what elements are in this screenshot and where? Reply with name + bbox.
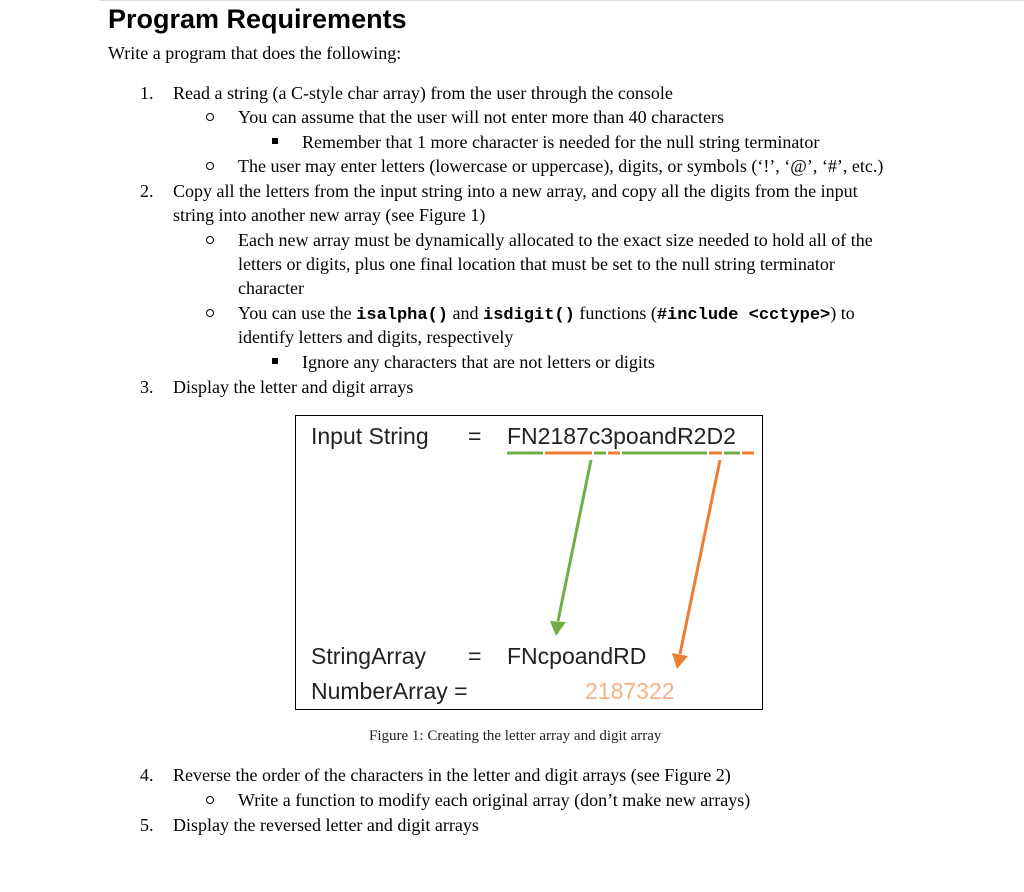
intro-text: Write a program that does the following:	[108, 43, 402, 63]
letters-arrowhead	[550, 621, 566, 636]
code-isalpha: isalpha()	[356, 306, 448, 325]
input-string-label: Input String	[311, 423, 429, 449]
item-number-3: 3.	[140, 377, 154, 397]
item-1b-text: The user may enter letters (lowercase or uppercase), digits, or symbols (‘!’, ‘@’, ‘#’, etc.)	[238, 156, 884, 176]
input-string-equals: =	[468, 423, 482, 449]
digits-arrowhead	[672, 653, 688, 669]
item-number-1: 1.	[140, 83, 154, 103]
hollow-bullet-icon	[206, 236, 214, 244]
item-2b-text-line2: identify letters and digits, respectively	[238, 327, 514, 347]
item-1a-text: You can assume that the user will not enter more than 40 characters	[238, 107, 725, 127]
hollow-bullet-icon	[206, 309, 214, 317]
item-3-text: Display the letter and digit arrays	[173, 377, 414, 397]
item-2-text-line2: string into another new array (see Figure 1)	[173, 205, 486, 225]
string-array-label: StringArray	[311, 643, 427, 669]
item-2a-text-line3: character	[238, 278, 304, 298]
item-2b-i-text: Ignore any characters that are not letters or digits	[302, 352, 655, 372]
item-number-4: 4.	[140, 765, 154, 785]
figure-1	[295, 415, 763, 710]
item-5-text: Display the reversed letter and digit arrays	[173, 815, 479, 835]
square-bullet-icon	[272, 138, 278, 144]
figure-1-caption: Figure 1: Creating the letter array and digit array	[369, 728, 662, 744]
item-2a-text-line2: letters or digits, plus one final location that must be set to the null string terminator	[238, 254, 835, 274]
input-string-value: FN2187c3poandR2D2	[507, 423, 736, 449]
item-2a-text-line1: Each new array must be dynamically allocated to the exact size needed to hold all of the	[238, 230, 873, 250]
string-array-equals: =	[468, 643, 482, 669]
letters-arrow	[558, 460, 591, 621]
digits-arrow	[680, 460, 720, 654]
string-array-value: FNcpoandRD	[507, 643, 647, 669]
item-1-text: Read a string (a C-style char array) from the user through the console	[173, 83, 673, 103]
hollow-bullet-icon	[206, 162, 214, 170]
item-4-text: Reverse the order of the characters in the letter and digit arrays (see Figure 2)	[173, 765, 731, 785]
hollow-bullet-icon	[206, 796, 214, 804]
item-2-text-line1: Copy all the letters from the input string into a new array, and copy all the digits from the input	[173, 181, 858, 201]
number-array-value: 2187322	[585, 678, 675, 704]
item-1a-i-text: Remember that 1 more character is needed for the null string terminator	[302, 132, 820, 152]
item-2b-text-line1: You can use the isalpha() and isdigit() functions (#include <cctype>) to	[238, 303, 855, 325]
page-title: Program Requirements	[108, 4, 407, 34]
item-number-5: 5.	[140, 815, 154, 835]
hollow-bullet-icon	[206, 113, 214, 121]
code-include: #include <cctype>	[656, 306, 831, 325]
item-4a-text: Write a function to modify each original array (don’t make new arrays)	[238, 790, 751, 810]
square-bullet-icon	[272, 358, 278, 364]
figure-1-arrows	[296, 416, 761, 708]
item-number-2: 2.	[140, 181, 154, 201]
code-isdigit: isdigit()	[483, 306, 575, 325]
number-array-label: NumberArray =	[311, 678, 468, 704]
